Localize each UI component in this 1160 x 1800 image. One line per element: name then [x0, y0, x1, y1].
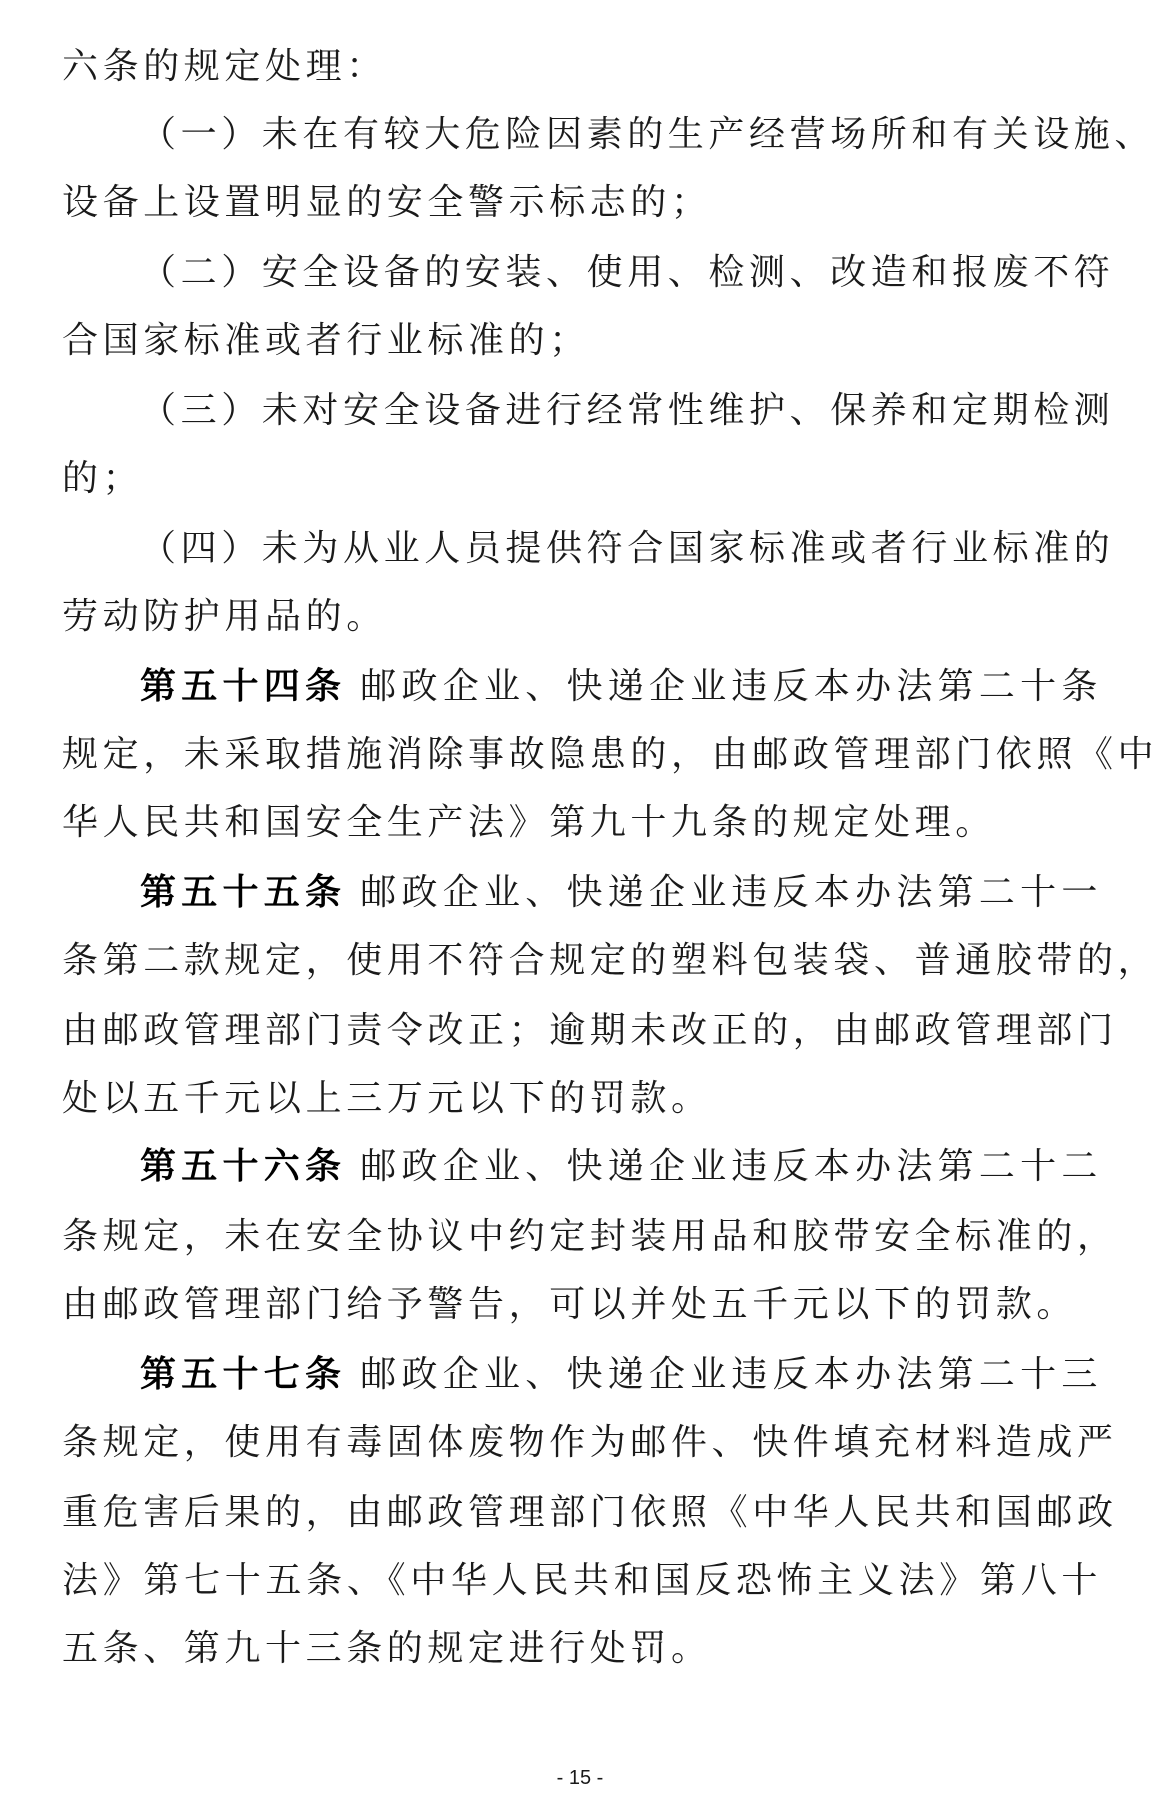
text-line: 由邮政管理部门责令改正；逾期未改正的，由邮政管理部门 — [62, 1010, 1118, 1051]
text-line: 条规定，未在安全协议中约定封装用品和胶带安全标准的， — [62, 1216, 1118, 1257]
article-text: 邮政企业、快递企业违反本办法第二十条 — [360, 666, 1102, 707]
list-item-2: （二）安全设备的安装、使用、检测、改造和报废不符 — [140, 252, 1115, 293]
text-line: 由邮政管理部门给予警告，可以并处五千元以下的罚款。 — [62, 1284, 1078, 1325]
text-line: 五条、第九十三条的规定进行处罚。 — [62, 1628, 712, 1669]
text-line: 规定，未采取措施消除事故隐患的，由邮政管理部门依照《中 — [62, 734, 1159, 775]
article-text: 邮政企业、快递企业违反本办法第二十二 — [360, 1146, 1102, 1187]
text-line: 劳动防护用品的。 — [62, 596, 387, 637]
text-line: 的； — [62, 458, 144, 499]
article-56-heading-line — [140, 1142, 1102, 1192]
text-line: 华人民共和国安全生产法》第九十九条的规定处理。 — [62, 802, 996, 843]
article-54-heading-line — [140, 662, 1102, 712]
list-item-4: （四）未为从业人员提供符合国家标准或者行业标准的 — [140, 528, 1115, 569]
text-line: 处以五千元以上三万元以下的罚款。 — [62, 1078, 712, 1119]
article-57-heading-line — [140, 1350, 1102, 1400]
text-line: 合国家标准或者行业标准的； — [62, 320, 590, 361]
text-line: 条第二款规定，使用不符合规定的塑料包装袋、普通胶带的， — [62, 940, 1159, 981]
list-item-3: （三）未对安全设备进行经常性维护、保养和定期检测 — [140, 390, 1115, 431]
text-line: 六条的规定处理： — [62, 46, 387, 87]
article-number: 第五十七条 — [140, 1354, 347, 1395]
article-text: 邮政企业、快递企业违反本办法第二十一 — [360, 872, 1102, 913]
article-55-heading-line — [140, 868, 1102, 918]
text-line: 重危害后果的，由邮政管理部门依照《中华人民共和国邮政 — [62, 1492, 1118, 1533]
article-number: 第五十五条 — [140, 872, 347, 913]
text-line: 设备上设置明显的安全警示标志的； — [62, 182, 712, 223]
list-item-1: （一）未在有较大危险因素的生产经营场所和有关设施、 — [140, 114, 1156, 155]
page-number: - 15 - — [556, 1767, 604, 1789]
text-line: 法》第七十五条、《中华人民共和国反恐怖主义法》第八十 — [62, 1560, 1102, 1601]
article-number: 第五十六条 — [140, 1146, 347, 1187]
article-text: 邮政企业、快递企业违反本办法第二十三 — [360, 1354, 1102, 1395]
text-line: 条规定，使用有毒固体废物作为邮件、快件填充材料造成严 — [62, 1422, 1118, 1463]
article-number: 第五十四条 — [140, 666, 347, 707]
